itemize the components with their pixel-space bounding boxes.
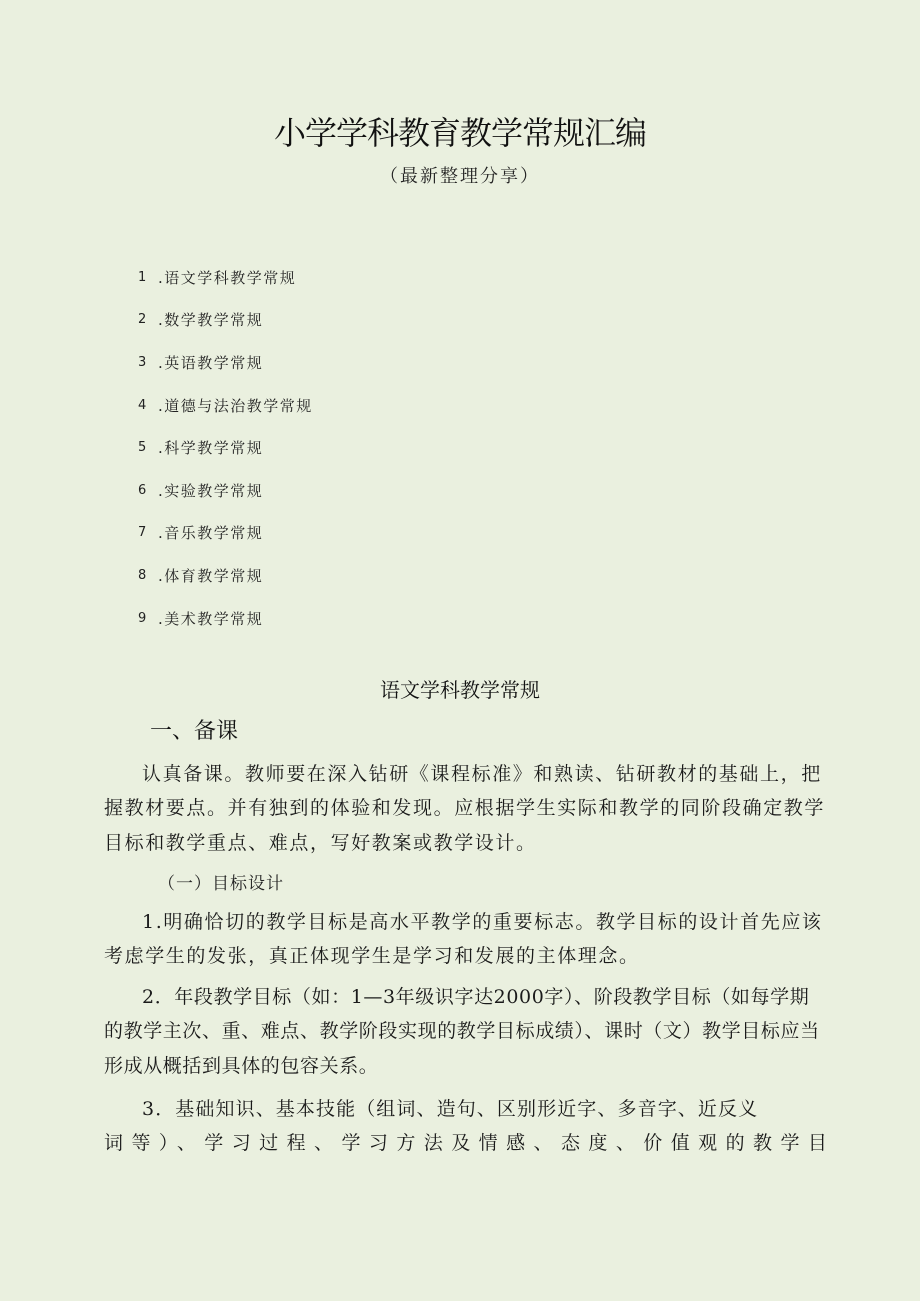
paragraph-item-3: [104, 1092, 828, 1161]
toc-item-label: .道德与法治教学常规: [158, 396, 313, 415]
toc-item-number: 7: [138, 525, 148, 541]
paragraph-item-2: 2．年段教学目标（如：1—3年级识字达2000字）、阶段教学目标（如每学期的教学主次、重、难点、教学阶段实现的教学目标成绩）、课时（文）教学目标应当形成从概括到具体的包容关系。: [104, 986, 820, 1077]
toc-item-label: .数学教学常规: [158, 311, 264, 330]
paragraph-item-1: 1.明确恰切的教学目标是高水平教学的重要标志。教学目标的设计首先应该考虑学生的发张，真正体现学生是学习和发展的主体理念。: [104, 911, 823, 968]
toc-item[interactable]: [138, 469, 313, 512]
toc-item-number: 6: [138, 482, 148, 498]
table-of-contents: [138, 256, 313, 639]
section-title: 语文学科教学常规: [380, 678, 540, 702]
paragraph-item-3-line-1: 3．基础知识、基本技能（组词、造句、区别形近字、多音字、近反义: [142, 1098, 759, 1120]
toc-item-label: .体育教学常规: [158, 566, 264, 585]
toc-item-number: 9: [138, 610, 148, 626]
page-subtitle: （最新整理分享）: [380, 166, 540, 187]
intro-paragraph: 认真备课。教师要在深入钻研《课程标准》和熟读、钻研教材的基础上，把握教材要点。并有独到的体验和发现。应根据学生实际和教学的同阶段确定教学目标和教学重点、难点，写好教案或教学设计。: [104, 763, 826, 854]
toc-item-label: .科学教学常规: [158, 439, 264, 458]
paragraph-item-3-line-2: 词等）、学习过程、学习方法及情感、态度、价值观的教学目: [104, 1132, 828, 1155]
section-heading: 一、备课: [150, 719, 239, 744]
toc-item[interactable]: [138, 597, 313, 640]
toc-item[interactable]: [138, 384, 313, 427]
toc-item[interactable]: [138, 426, 313, 469]
toc-item-number: 5: [138, 440, 148, 456]
toc-item-number: 2: [138, 312, 148, 328]
toc-item[interactable]: [138, 554, 313, 597]
toc-item-label: .美术教学常规: [158, 609, 264, 628]
toc-item[interactable]: [138, 512, 313, 555]
toc-item[interactable]: [138, 299, 313, 342]
toc-item-number: 8: [138, 567, 148, 583]
toc-item-number: 3: [138, 354, 148, 370]
page-title: 小学学科教育教学常规汇编: [273, 114, 646, 152]
toc-item-label: .英语教学常规: [158, 353, 264, 372]
subheading: （一）目标设计: [158, 874, 284, 894]
toc-item-number: 4: [138, 397, 148, 413]
toc-item-label: .音乐教学常规: [158, 524, 264, 543]
toc-item[interactable]: [138, 256, 313, 299]
toc-item-label: .实验教学常规: [158, 481, 264, 500]
toc-item-label: .语文学科教学常规: [158, 268, 297, 287]
toc-item-number: 1: [138, 269, 148, 285]
toc-item[interactable]: [138, 341, 313, 384]
